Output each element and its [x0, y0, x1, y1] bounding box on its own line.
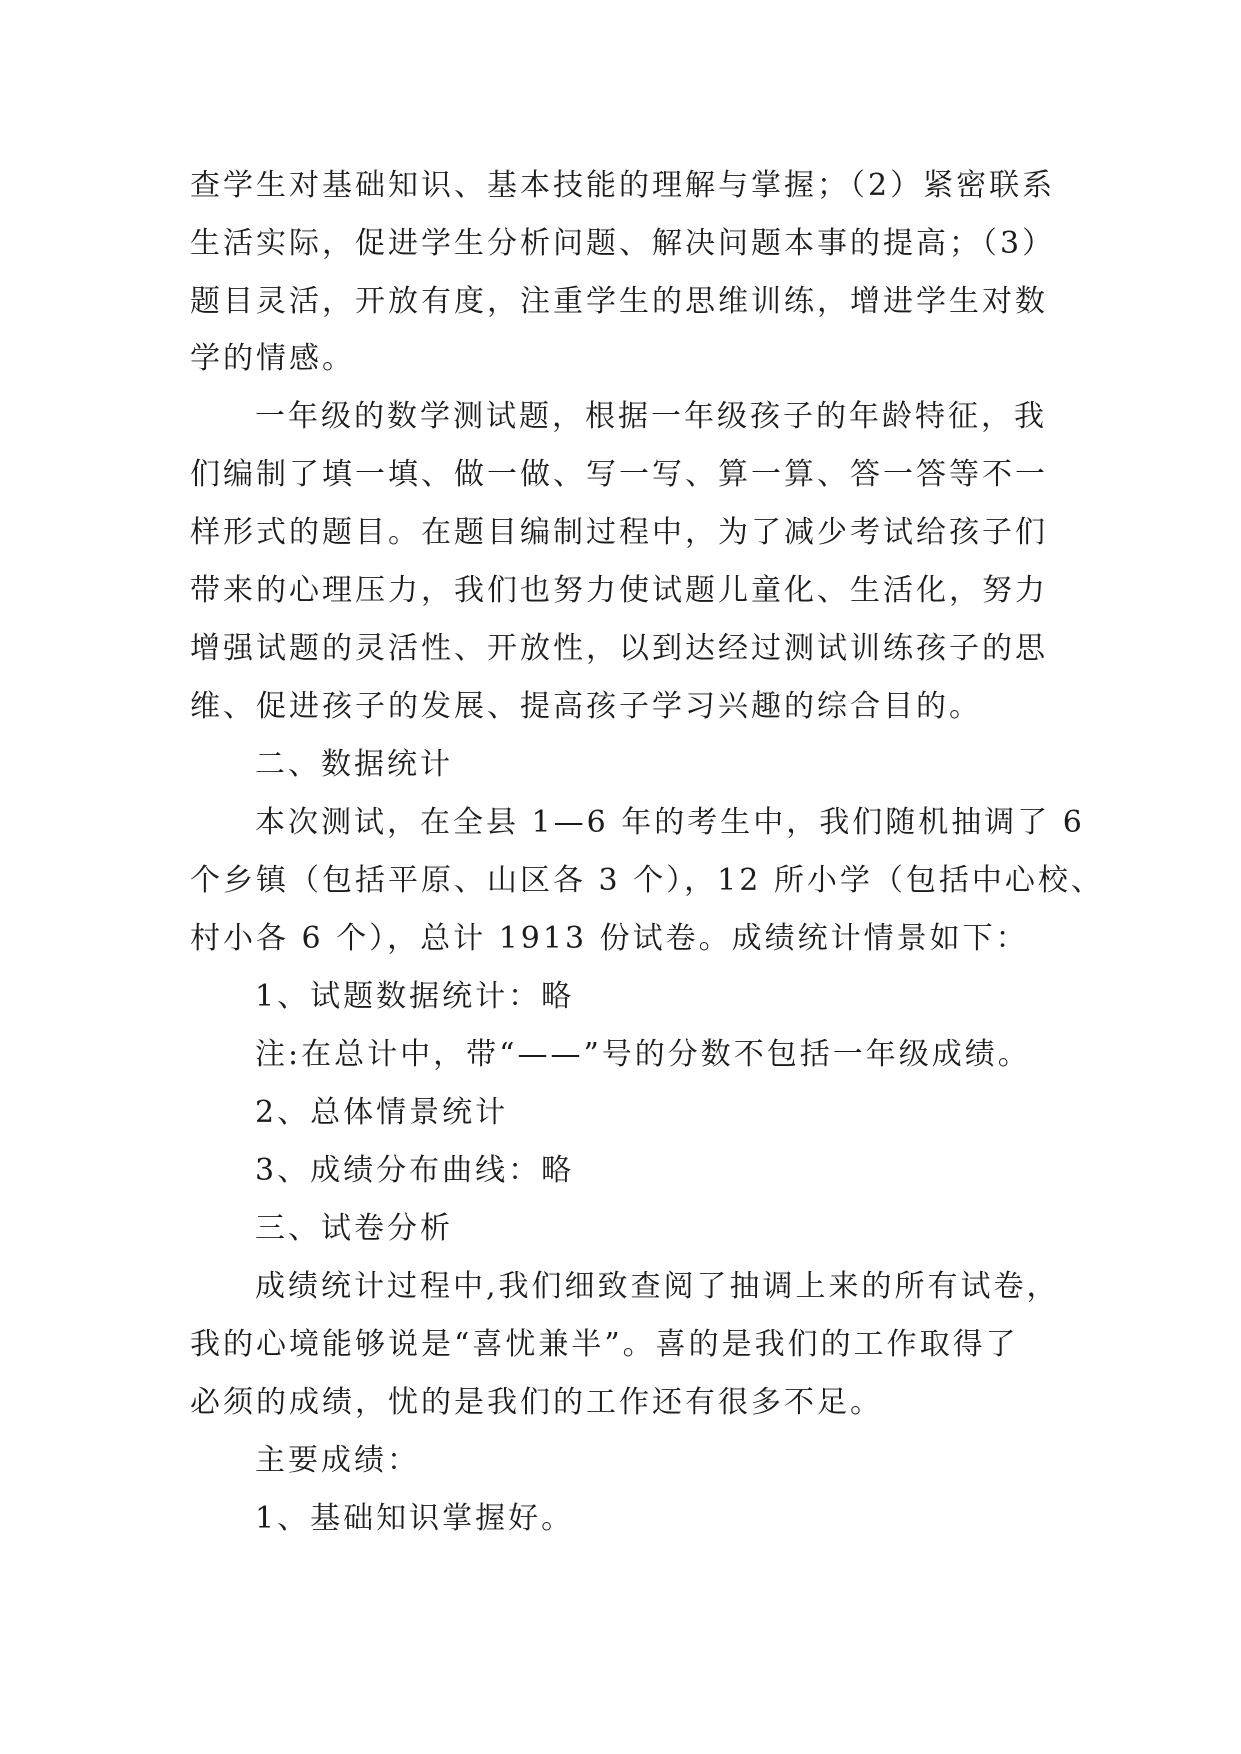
list-item: 2、总体情景统计: [255, 1095, 509, 1130]
list-item: 1、试题数据统计：略: [255, 979, 575, 1014]
section-heading: 三、试卷分析: [255, 1211, 453, 1246]
section-heading: 二、数据统计: [255, 747, 453, 782]
paragraph-line: 带来的心理压力，我们也努力使试题儿童化、生活化，努力: [190, 573, 1048, 608]
list-item: 3、成绩分布曲线：略: [255, 1153, 575, 1188]
paragraph-line: 本次测试，在全县 1—6 年的考生中，我们随机抽调了 6: [255, 805, 1085, 840]
note-line: 注:在总计中，带“——”号的分数不包括一年级成绩。: [255, 1037, 1031, 1072]
paragraph-line: 一年级的数学测试题，根据一年级孩子的年龄特征，我: [255, 399, 1047, 434]
paragraph-line: 村小各 6 个），总计 1913 份试卷。成绩统计情景如下：: [190, 921, 1029, 956]
paragraph-line: 成绩统计过程中,我们细致查阅了抽调上来的所有试卷，: [255, 1269, 1060, 1304]
paragraph-line: 个乡镇（包括平原、山区各 3 个），12 所小学（包括中心校、: [190, 863, 1104, 898]
paragraph-line: 们编制了填一填、做一做、写一写、算一算、答一答等不一: [190, 457, 1048, 492]
paragraph-line: 样形式的题目。在题目编制过程中，为了减少考试给孩子们: [190, 515, 1048, 550]
paragraph-line: 题目灵活，开放有度，注重学生的思维训练，增进学生对数: [190, 284, 1048, 319]
paragraph-line: 生活实际，促进学生分析问题、解决问题本事的提高；（3）: [190, 226, 1056, 261]
paragraph-line: 维、促进孩子的发展、提高孩子学习兴趣的综合目的。: [190, 689, 982, 724]
list-item: 1、基础知识掌握好。: [255, 1501, 575, 1536]
paragraph-line: 增强试题的灵活性、开放性，以到达经过测试训练孩子的思: [190, 631, 1048, 666]
paragraph-line: 必须的成绩，忧的是我们的工作还有很多不足。: [190, 1385, 883, 1420]
paragraph-line: 学的情感。: [190, 341, 355, 376]
paragraph-line: 查学生对基础知识、基本技能的理解与掌握；（2）紧密联系: [190, 168, 1056, 203]
paragraph-line: 我的心境能够说是“喜忧兼半”。喜的是我们的工作取得了: [190, 1327, 1019, 1362]
subheading: 主要成绩：: [255, 1443, 420, 1478]
